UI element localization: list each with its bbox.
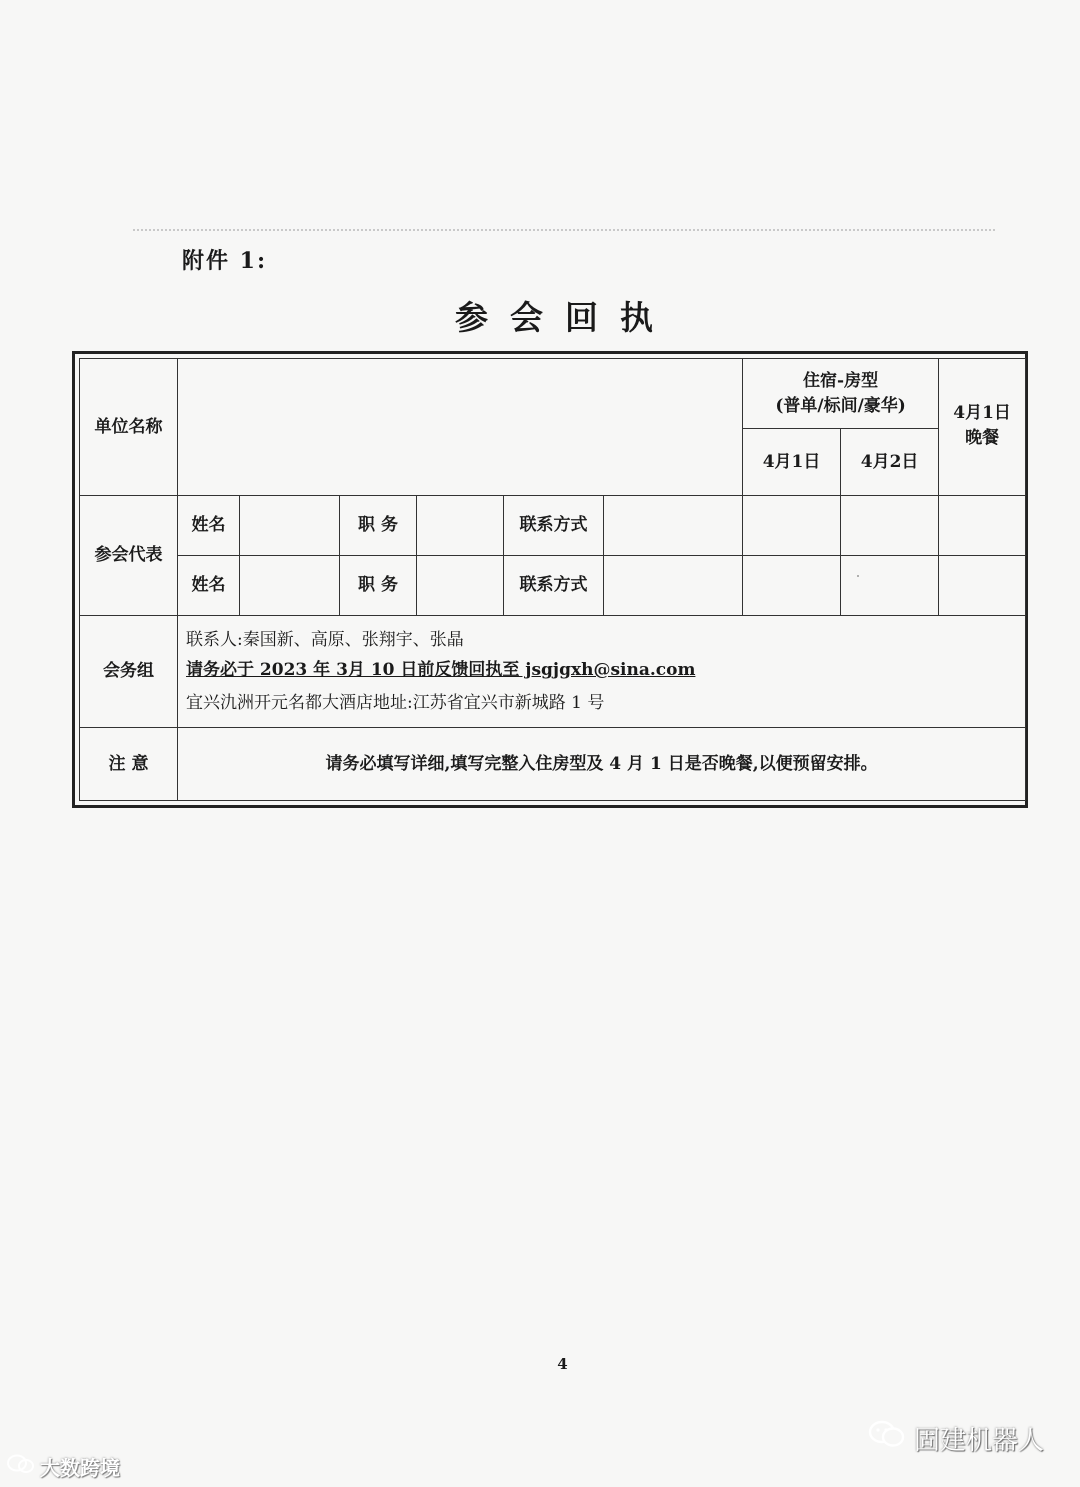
unit-name-field[interactable] — [178, 359, 743, 496]
position-field[interactable] — [417, 496, 504, 556]
contact-field[interactable] — [604, 556, 743, 616]
contact-field[interactable] — [604, 496, 743, 556]
apr1-dinner-header — [939, 359, 1026, 496]
position-label: 职 务 — [340, 556, 417, 616]
accommodation-header — [743, 359, 939, 429]
attendee-label: 参会代表 — [80, 496, 178, 616]
room-apr1-field[interactable] — [743, 556, 841, 616]
date-apr2-header: 4月2日 — [841, 429, 939, 496]
wechat-icon — [868, 1420, 906, 1457]
wechat-logo-icon — [6, 1453, 36, 1480]
watermark-left-text: 大数跨境 — [40, 1456, 120, 1480]
name-label: 姓名 — [178, 556, 240, 616]
dinner-field[interactable] — [939, 556, 1026, 616]
watermark-right — [868, 1420, 1044, 1457]
secretariat-label: 会务组 — [80, 616, 178, 728]
attachment-label: 附件 1: — [182, 248, 268, 274]
contact-label: 联系方式 — [504, 556, 604, 616]
name-field[interactable] — [240, 556, 340, 616]
position-label: 职 务 — [340, 496, 417, 556]
dotted-separator — [133, 229, 995, 231]
scan-speck — [857, 575, 859, 577]
accommodation-header-title: 住宿-房型 — [803, 370, 879, 391]
apr1-dinner-meal: 晚餐 — [965, 427, 1000, 448]
page-title: 参会回执 — [455, 298, 675, 337]
name-label: 姓名 — [178, 496, 240, 556]
address-line: 宜兴氿洲开元名都大酒店地址:江苏省宜兴市新城路 1 号 — [186, 692, 605, 713]
accommodation-header-options: (普单/标间/豪华) — [775, 395, 906, 416]
name-field[interactable] — [240, 496, 340, 556]
notice-text: 请务必填写详细,填写完整入住房型及 4 月 1 日是否晚餐,以便预留安排。 — [178, 728, 1026, 801]
date-apr1-header: 4月1日 — [743, 429, 841, 496]
apr1-dinner-date: 4月1日 — [953, 403, 1011, 423]
dinner-field[interactable] — [939, 496, 1026, 556]
unit-name-label: 单位名称 — [80, 359, 178, 496]
position-field[interactable] — [417, 556, 504, 616]
room-apr1-field[interactable] — [743, 496, 841, 556]
notice-label: 注 意 — [80, 728, 178, 801]
contacts-line: 联系人:秦国新、高原、张翔宇、张晶 — [186, 629, 464, 650]
watermark-right-text: 固建机器人 — [914, 1426, 1045, 1456]
deadline-text: 请务必于 2023 年 3月 10 日前反馈回执至 jsgjgxh@sina.com — [186, 660, 696, 681]
reply-form — [72, 351, 1028, 808]
watermark-left — [6, 1452, 120, 1481]
secretariat-info — [178, 616, 1026, 728]
room-apr2-field[interactable] — [841, 496, 939, 556]
page-number: 4 — [557, 1355, 568, 1373]
reply-form-table — [79, 358, 1026, 801]
contact-label: 联系方式 — [504, 496, 604, 556]
room-apr2-field[interactable] — [841, 556, 939, 616]
deadline-line — [178, 658, 1025, 683]
